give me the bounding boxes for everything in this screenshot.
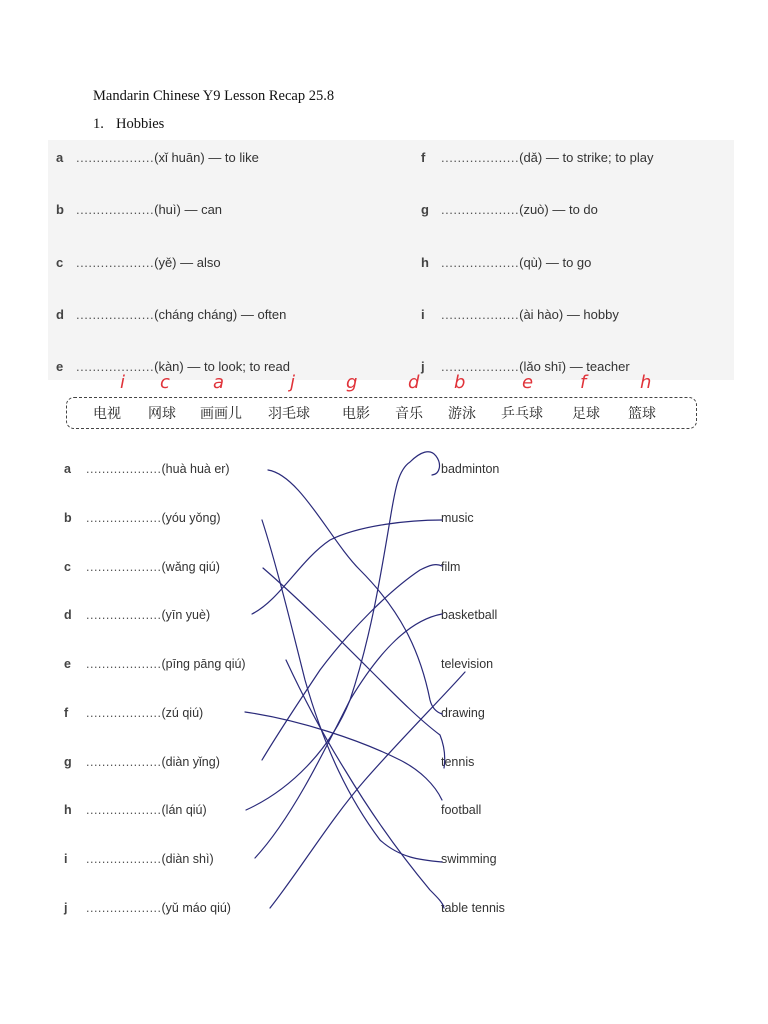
match-line: [262, 565, 442, 760]
match-left-row: c ...................(wǎng qiú): [64, 560, 220, 574]
match-left-row: g ...................(diàn yǐng): [64, 755, 220, 769]
match-left-row: j ...................(yǔ máo qiú): [64, 901, 231, 915]
word-bank-item: 乒乓球: [501, 406, 543, 422]
match-left-row: b ...................(yóu yǒng): [64, 511, 221, 525]
word-bank-item: 电影: [342, 406, 370, 422]
match-line: [245, 712, 442, 800]
handwritten-letter: i: [120, 372, 126, 393]
section-title: Hobbies: [116, 116, 165, 132]
vocab-row: a ...................(xǐ huān) — to like: [56, 150, 259, 165]
handwritten-letter: c: [160, 372, 170, 393]
handwritten-letter: e: [522, 372, 534, 393]
vocab-row: f ...................(dǎ) — to strike; to play: [421, 150, 654, 165]
match-right-item: television: [441, 657, 494, 671]
page-title: Mandarin Chinese Y9 Lesson Recap 25.8: [93, 88, 335, 104]
vocab-row: h ...................(qù) — to go: [421, 255, 592, 270]
match-line: [246, 452, 439, 810]
match-left-row: e ...................(pīng pāng qiú): [64, 657, 246, 671]
match-right-item: basketball: [441, 608, 498, 622]
vocab-row: c ...................(yě) — also: [56, 255, 221, 270]
word-bank-item: 画画儿: [200, 406, 242, 422]
section-number: 1.: [93, 116, 104, 132]
match-left-row: h ...................(lán qiú): [64, 803, 207, 817]
match-line: [252, 520, 442, 614]
handwritten-letter: h: [640, 372, 652, 393]
match-line: [255, 614, 442, 858]
match-left-row: f ...................(zú qiú): [64, 706, 204, 720]
vocab-row: b ...................(huì) — can: [56, 202, 223, 217]
handwritten-letter: a: [213, 372, 225, 393]
match-left-row: d ...................(yīn yuè): [64, 608, 211, 622]
match-left-row: a ...................(huà huà er): [64, 462, 230, 476]
match-right-item: film: [441, 560, 461, 574]
match-right-item: drawing: [441, 706, 485, 720]
vocab-row: d ...................(cháng cháng) — often: [56, 307, 287, 322]
word-bank-item: 游泳: [448, 406, 476, 422]
match-right-item: badminton: [441, 462, 500, 476]
vocab-row: g ...................(zuò) — to do: [421, 202, 598, 217]
handwritten-letter: j: [290, 372, 296, 393]
match-right-item: football: [441, 803, 482, 817]
vocab-row: i ...................(ài hào) — hobby: [421, 307, 619, 322]
handwritten-letter: g: [346, 372, 358, 393]
handwritten-letter: d: [408, 372, 420, 393]
word-bank-item: 网球: [148, 406, 176, 422]
vocab-row: e ...................(kàn) — to look; to read: [56, 359, 290, 374]
handwritten-letter: b: [454, 372, 466, 393]
match-right-item: swimming: [441, 852, 497, 866]
vocab-row: j ...................(lǎo shī) — teacher: [421, 359, 630, 374]
word-bank-item: 羽毛球: [268, 406, 310, 422]
match-right-item: table tennis: [441, 901, 505, 915]
word-bank-item: 篮球: [628, 406, 656, 422]
match-line: [262, 520, 442, 862]
handwritten-letter: f: [580, 372, 587, 393]
word-bank-item: 音乐: [395, 406, 423, 422]
word-bank-item: 足球: [572, 406, 600, 422]
match-left-row: i ...................(diàn shì): [64, 852, 214, 866]
match-right-item: music: [441, 511, 474, 525]
match-right-item: tennis: [441, 755, 475, 769]
word-bank-item: 电视: [93, 406, 121, 422]
